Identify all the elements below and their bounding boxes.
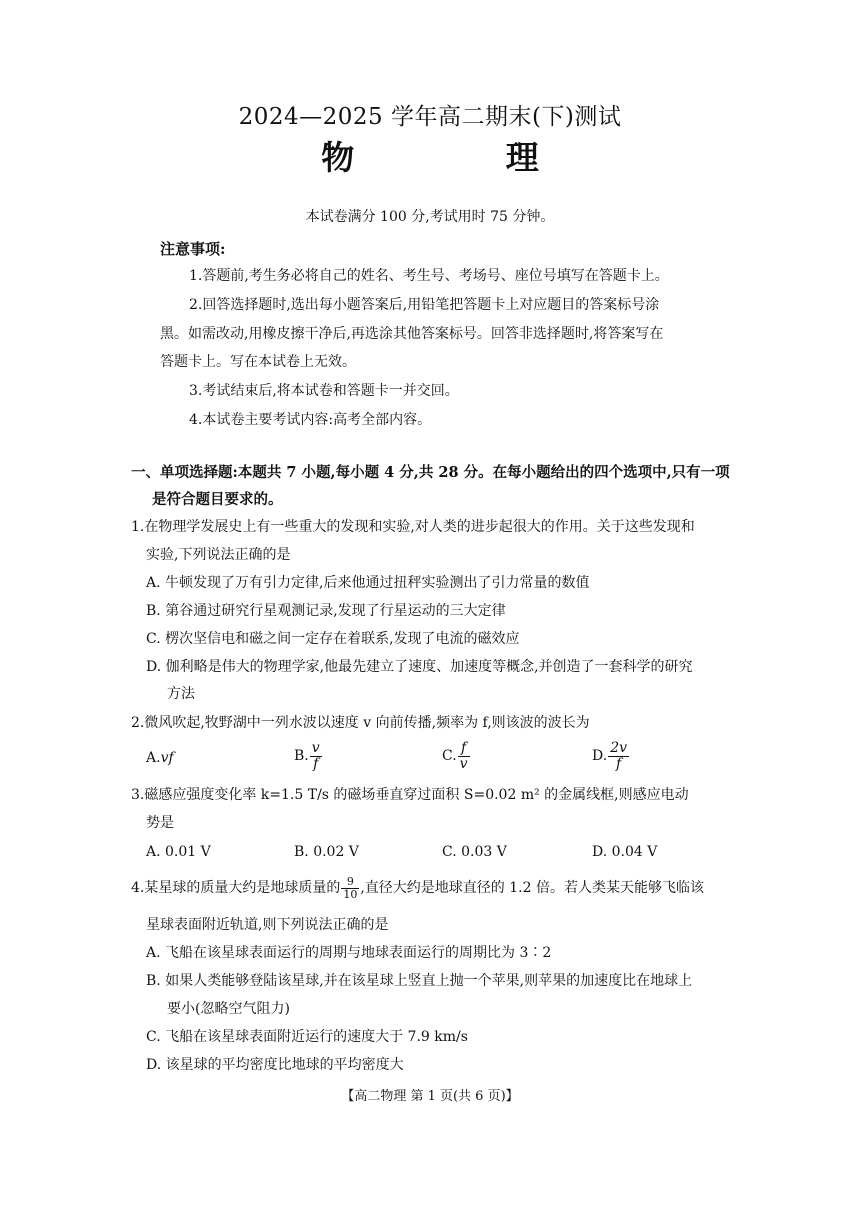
- subject-title: 物 理: [321, 138, 609, 177]
- q4-fraction-numerator: 9: [341, 876, 359, 889]
- q3-option-b: B. 0.02 V: [294, 844, 359, 860]
- section-heading-cont: 是符合题目要求的。: [152, 491, 283, 508]
- q4-stem: [131, 876, 704, 900]
- q2-option-a-expr: vf: [160, 750, 174, 766]
- q2-option-c-fraction: [458, 741, 470, 771]
- q2-option-c-label: C.: [442, 748, 457, 765]
- q3-stem: 3.磁感应强度变化率 k=1.5 T/s 的磁场垂直穿过面积 S=0.02 m² 的金属线框,则感应电动: [131, 787, 689, 803]
- q4-fraction-denominator: 10: [343, 887, 358, 901]
- q3-stem-cont: 势是: [146, 815, 174, 831]
- q4-mass-fraction: [341, 876, 359, 900]
- q2-option-b-label: B.: [294, 748, 309, 765]
- q1-stem-cont: 实验,下列说法正确的是: [146, 547, 291, 563]
- q1-option-c: C. 楞次坚信电和磁之间一定存在着联系,发现了电流的磁效应: [146, 631, 520, 647]
- page-footer: 【高二物理 第 1 页(共 6 页)】: [341, 1089, 519, 1104]
- q1-stem: 1.在物理学发展史上有一些重大的发现和实验,对人类的进步起很大的作用。关于这些发现和: [131, 519, 695, 535]
- notice-item-1: 1.答题前,考生务必将自己的姓名、考生号、考场号、座位号填写在答题卡上。: [189, 268, 669, 284]
- q4-option-b: B. 如果人类能够登陆该星球,并在该星球上竖直上抛一个苹果,则苹果的加速度比在地球上: [146, 973, 693, 989]
- notice-heading: 注意事项:: [160, 240, 226, 258]
- q2-option-c: [442, 741, 471, 771]
- q4-option-b-cont: 要小(忽略空气阻力): [167, 1001, 290, 1017]
- notice-item-2-cont: 黑。如需改动,用橡皮擦干净后,再选涂其他答案标号。回答非选择题时,将答案写在: [160, 326, 664, 342]
- q4-stem-cont: 星球表面附近轨道,则下列说法正确的是: [146, 917, 389, 933]
- exam-info: 本试卷满分 100 分,考试用时 75 分钟。: [305, 209, 555, 225]
- q4-option-a: A. 飞船在该星球表面运行的周期与地球表面运行的周期比为 3∶2: [146, 945, 552, 961]
- q2-option-a: [146, 750, 174, 768]
- q1-option-a: A. 牛顿发现了万有引力定律,后来他通过扭秤实验测出了引力常量的数值: [146, 575, 590, 591]
- q2-option-d: [592, 741, 630, 771]
- notice-item-4: 4.本试卷主要考试内容:高考全部内容。: [189, 412, 432, 428]
- q4-option-c: C. 飞船在该星球表面附近运行的速度大于 7.9 km/s: [146, 1029, 468, 1045]
- q2-option-c-denominator: v: [459, 755, 468, 772]
- section-heading: 一、单项选择题:本题共 7 小题,每小题 4 分,共 28 分。在每小题给出的四个选项中,只有一项: [131, 464, 730, 481]
- notice-item-2-cont2: 答题卡上。写在本试卷上无效。: [160, 354, 356, 370]
- q2-option-d-numerator: 2v: [610, 740, 628, 756]
- q2-option-b-denominator: f: [313, 755, 319, 772]
- q2-option-d-denominator: f: [616, 755, 622, 772]
- q2-option-b-fraction: [310, 741, 322, 771]
- q3-option-c: C. 0.03 V: [442, 844, 507, 860]
- q3-option-d: D. 0.04 V: [592, 844, 658, 860]
- q2-option-b: [294, 741, 323, 771]
- q2-stem: 2.微风吹起,牧野湖中一列水波以速度 v 向前传播,频率为 f,则该波的波长为: [131, 715, 590, 731]
- q4-option-d: D. 该星球的平均密度比地球的平均密度大: [146, 1057, 404, 1073]
- q2-option-d-fraction: [608, 741, 629, 771]
- q1-option-d: D. 伽利略是伟大的物理学家,他最先建立了速度、加速度等概念,并创造了一套科学的研究: [146, 659, 693, 675]
- q1-option-d-cont: 方法: [167, 686, 195, 702]
- notice-item-2: 2.回答选择题时,选出每小题答案后,用铅笔把答题卡上对应题目的答案标号涂: [189, 297, 660, 313]
- q2-option-a-label: A.: [146, 750, 161, 766]
- notice-item-3: 3.考试结束后,将本试卷和答题卡一并交回。: [189, 383, 459, 399]
- q2-option-b-numerator: v: [311, 740, 320, 756]
- q1-option-b: B. 第谷通过研究行星观测记录,发现了行星运动的三大定律: [146, 603, 506, 619]
- exam-title: 2024—2025 学年高二期末(下)测试: [238, 104, 622, 130]
- q2-option-c-numerator: f: [458, 741, 470, 757]
- q2-option-d-label: D.: [592, 748, 608, 765]
- q3-option-a: A. 0.01 V: [146, 844, 211, 860]
- q4-stem-post: ,直径大约是地球直径的 1.2 倍。若人类某天能够飞临该: [360, 880, 704, 897]
- q4-stem-pre: 4.某星球的质量大约是地球质量的: [131, 880, 341, 897]
